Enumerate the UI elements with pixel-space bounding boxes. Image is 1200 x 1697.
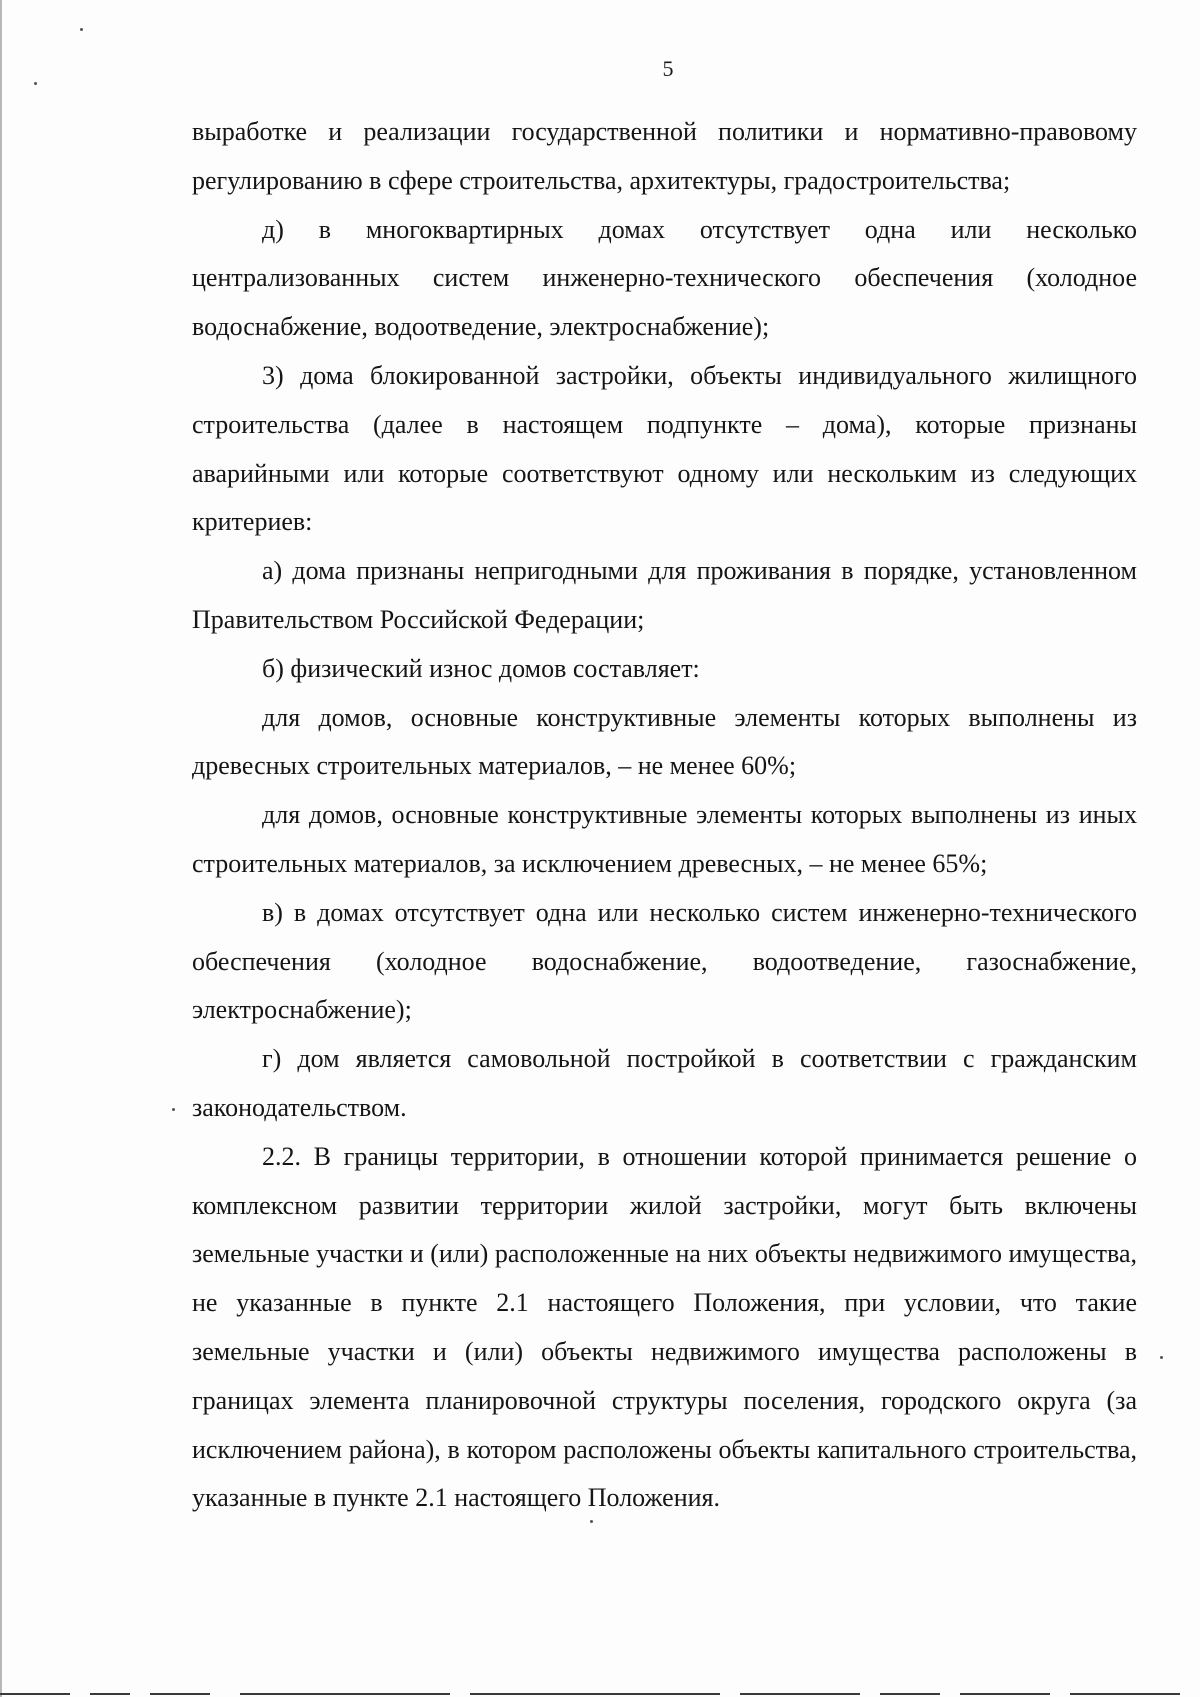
paragraph-item-3: 3) дома блокированной застройки, объекты индивидуального жилищного строительства (далее в настоящем подпункте – дома), которые признаны аварийными или которые соответствуют одному или нескольким из следующих критериев: (192, 360, 1137, 537)
scan-speck (80, 28, 83, 31)
paragraph-item-b: б) физический износ домов составляет: (262, 653, 700, 683)
paragraph-other-houses: для домов, основные конструктивные элементы которых выполнены из иных строительных материалов, за исключением древесных, – не менее 65%; (192, 800, 1137, 878)
document-body (192, 108, 1137, 1523)
scan-speck (172, 1108, 175, 1111)
paragraph-section-2-2: 2.2. В границы территории, в отношении которой принимается решение о комплексном развитии территории жилой застройки, могут быть включены земельные участки и (или) расположенные на них объекты недвижимого имущества, не указанные в пункте 2.1 настоящего Положения, при условии, что такие земельные участки и (или) объекты недвижимого имущества расположены в границах элемента планировочной структуры поселения, городского округа (за исключением района), в котором расположены объекты капитального строительства, указанные в пункте 2.1 настоящего Положения. (192, 1141, 1137, 1513)
scan-left-edge (0, 0, 2, 1697)
scan-bottom-artifacts (0, 1689, 1200, 1697)
paragraph-item-d: д) в многоквартирных домах отсутствует одна или несколько централизованных систем инженерно-технического обеспечения (холодное водоснабжение, водоотведение, электроснабжение); (192, 214, 1137, 342)
scan-speck (34, 82, 37, 85)
paragraph-item-g: г) дом является самовольной постройкой в соответствии с гражданским законодательством. (192, 1044, 1137, 1122)
paragraph-continuation: выработке и реализации государственной политики и нормативно-правовому регулированию в сфере строительства, архитектуры, градостроительства; (192, 117, 1137, 195)
scan-speck (1160, 1356, 1163, 1359)
page-number: 5 (662, 56, 674, 81)
paragraph-item-v: в) в домах отсутствует одна или несколько систем инженерно-технического обеспечения (холодное водоснабжение, водоотведение, газоснабжение, электроснабжение); (192, 897, 1137, 1025)
paragraph-wood-houses: для домов, основные конструктивные элементы которых выполнены из древесных строительных материалов, – не менее 60%; (192, 702, 1137, 781)
paragraph-item-a: а) дома признаны непригодными для проживания в порядке, установленном Правительством Российской Федерации; (192, 556, 1137, 634)
scan-speck (590, 1520, 593, 1523)
